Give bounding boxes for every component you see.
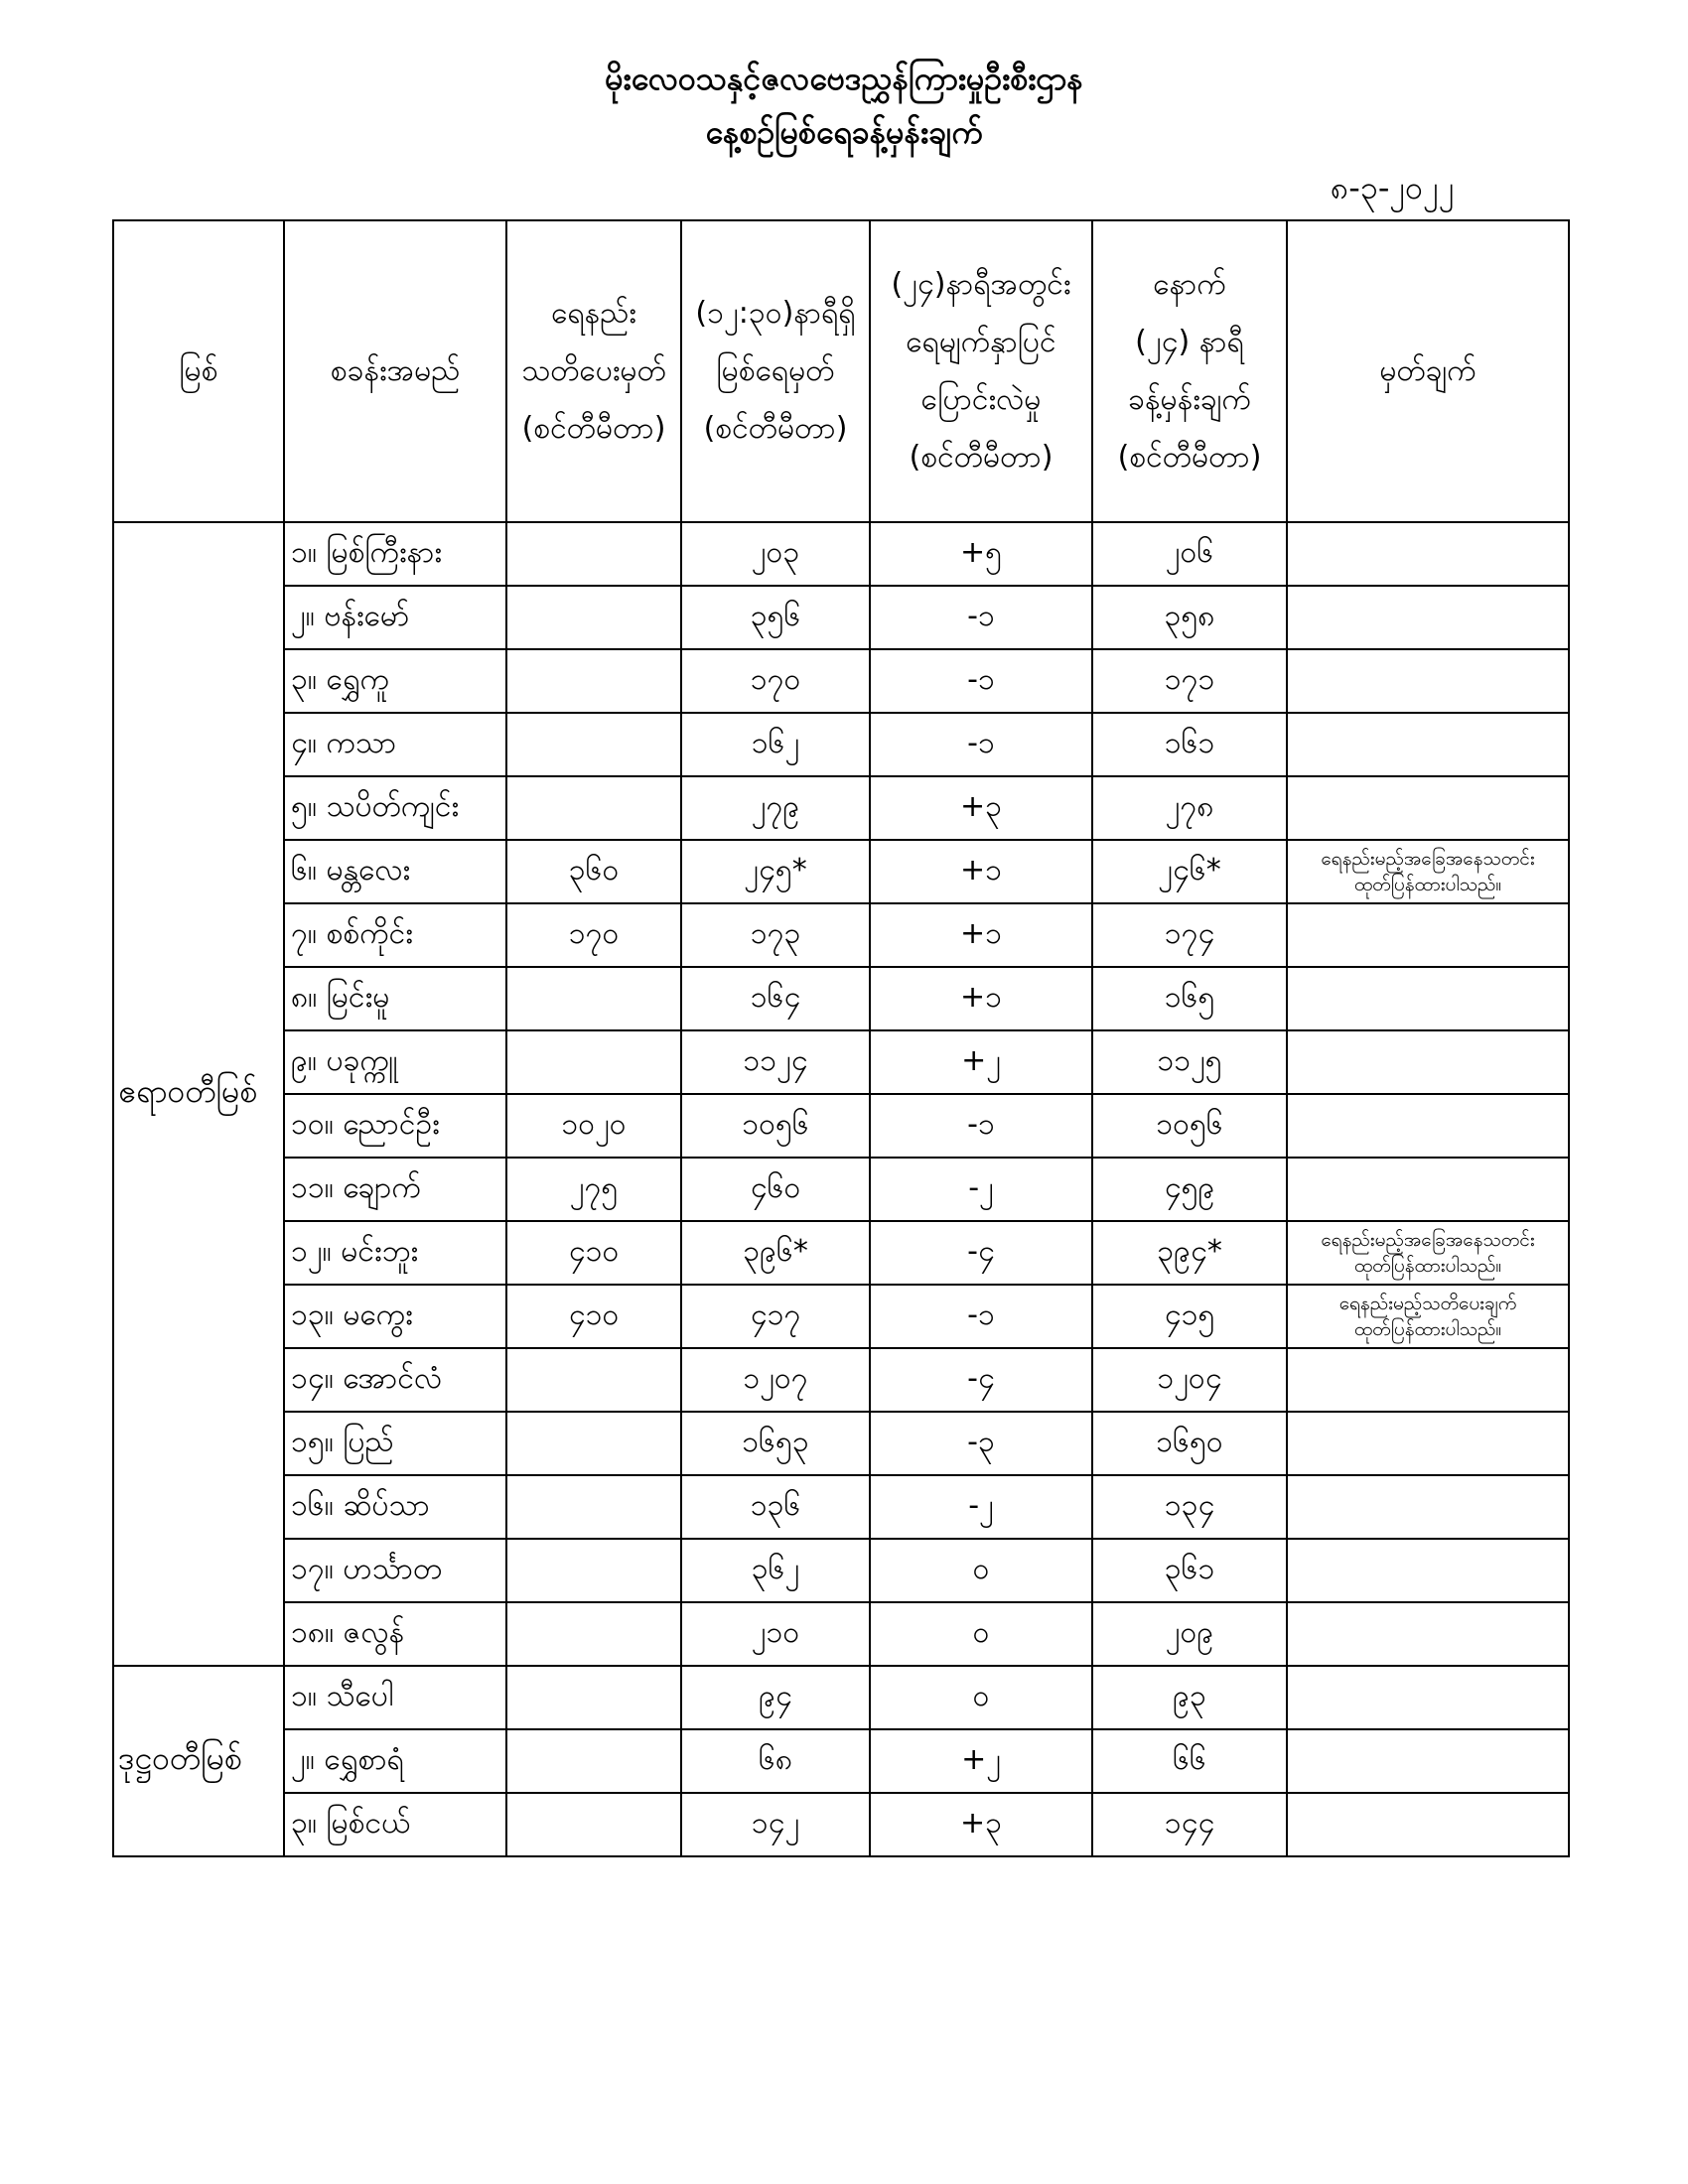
remark-cell xyxy=(1287,840,1569,903)
station-cell: ၁၇။ ဟင်္သာတ xyxy=(284,1539,506,1602)
current-level-cell: ၃၆၂ xyxy=(681,1539,870,1602)
danger-level-cell xyxy=(506,1030,681,1094)
danger-level-cell xyxy=(506,1729,681,1793)
remark-line: ထုတ်ပြန်ထားပါသည်။ xyxy=(1353,1318,1502,1340)
change-cell: +၂ xyxy=(870,1030,1092,1094)
header-line: ပြောင်းလဲမှု xyxy=(920,382,1042,417)
station-cell: ၂။ ဗန်းမော် xyxy=(284,586,506,649)
remark-cell xyxy=(1287,586,1569,649)
remark-cell xyxy=(1287,1348,1569,1412)
current-level-cell: ၁၁၂၄ xyxy=(681,1030,870,1094)
current-level-cell: ၁၂၀၇ xyxy=(681,1348,870,1412)
table-row xyxy=(113,967,1569,1030)
current-level-cell: ၁၇၃ xyxy=(681,903,870,967)
forecast-cell: ၉၃ xyxy=(1092,1666,1287,1729)
danger-level-cell xyxy=(506,522,681,586)
table-row xyxy=(113,1285,1569,1348)
change-cell: -၂ xyxy=(870,1158,1092,1221)
forecast-cell: ၁၆၅ xyxy=(1092,967,1287,1030)
remark-cell xyxy=(1287,1285,1569,1348)
danger-level-cell xyxy=(506,713,681,776)
danger-level-cell: ၁၀၂၀ xyxy=(506,1094,681,1158)
station-cell: ၆။ မန္တလေး xyxy=(284,840,506,903)
table-body xyxy=(113,522,1569,1856)
header-line: စခန်းအမည် xyxy=(330,353,461,388)
danger-level-cell xyxy=(506,1793,681,1856)
change-cell: -၁ xyxy=(870,586,1092,649)
change-cell: -၁ xyxy=(870,713,1092,776)
col-danger-header xyxy=(506,220,681,522)
forecast-cell: ၃၉၄* xyxy=(1092,1221,1287,1285)
table-row xyxy=(113,1030,1569,1094)
col-river-header xyxy=(113,220,284,522)
remark-line: ရေနည်းမည့်သတိပေးချက် xyxy=(1338,1293,1517,1314)
table-row xyxy=(113,1094,1569,1158)
station-cell: ၁၃။ မကွေး xyxy=(284,1285,506,1348)
header-line: သတိပေးမှတ် xyxy=(521,353,666,388)
remark-line: ရေနည်းမည့်အခြေအနေသတင်း xyxy=(1321,848,1535,870)
change-cell: +၃ xyxy=(870,1793,1092,1856)
remark-cell xyxy=(1287,1666,1569,1729)
table-row xyxy=(113,1539,1569,1602)
col-current-header xyxy=(681,220,870,522)
table-row xyxy=(113,1221,1569,1285)
remark-cell xyxy=(1287,1729,1569,1793)
station-cell: ၉။ ပခုက္ကူ xyxy=(284,1030,506,1094)
current-level-cell: ၁၆၄ xyxy=(681,967,870,1030)
danger-level-cell xyxy=(506,1602,681,1666)
station-cell: ၁၁။ ချောက် xyxy=(284,1158,506,1221)
current-level-cell: ၃၅၆ xyxy=(681,586,870,649)
header-line: (စင်တီမီတာ) xyxy=(909,440,1054,475)
remark-cell xyxy=(1287,1475,1569,1539)
change-cell: +၂ xyxy=(870,1729,1092,1793)
forecast-cell: ၁၁၂၅ xyxy=(1092,1030,1287,1094)
station-cell: ၃။ ရွှေကူ xyxy=(284,649,506,713)
remark-cell xyxy=(1287,1793,1569,1856)
current-level-cell: ၂၀၃ xyxy=(681,522,870,586)
danger-level-cell: ၄၁၀ xyxy=(506,1221,681,1285)
river-level-table xyxy=(112,219,1570,1857)
remark-cell xyxy=(1287,1094,1569,1158)
change-cell: -၁ xyxy=(870,649,1092,713)
danger-level-cell xyxy=(506,1412,681,1475)
danger-level-cell xyxy=(506,776,681,840)
danger-level-cell xyxy=(506,1666,681,1729)
remark-line: ထုတ်ပြန်ထားပါသည်။ xyxy=(1353,874,1502,895)
station-cell: ၁၀။ ညောင်ဦး xyxy=(284,1094,506,1158)
header-line: မြစ် xyxy=(179,353,218,388)
remark-cell xyxy=(1287,776,1569,840)
table-row xyxy=(113,1729,1569,1793)
header-line: နောက် xyxy=(1153,267,1226,302)
table-row xyxy=(113,649,1569,713)
station-cell: ၅။ သပိတ်ကျင်း xyxy=(284,776,506,840)
change-cell: +၁ xyxy=(870,967,1092,1030)
table-row xyxy=(113,903,1569,967)
forecast-cell: ၆၆ xyxy=(1092,1729,1287,1793)
station-cell: ၄။ ကသာ xyxy=(284,713,506,776)
table-row xyxy=(113,1348,1569,1412)
danger-level-cell xyxy=(506,1475,681,1539)
station-cell: ၁၈။ ဇလွန် xyxy=(284,1602,506,1666)
forecast-cell: ၁၆၅၀ xyxy=(1092,1412,1287,1475)
forecast-cell: ၂၀၆ xyxy=(1092,522,1287,586)
header-line: (၂၄)နာရီအတွင်း xyxy=(891,267,1071,302)
station-cell: ၁၄။ အောင်လံ xyxy=(284,1348,506,1412)
station-cell: ၈။ မြင်းမူ xyxy=(284,967,506,1030)
col-change-header xyxy=(870,220,1092,522)
danger-level-cell xyxy=(506,649,681,713)
danger-level-cell xyxy=(506,586,681,649)
table-row xyxy=(113,522,1569,586)
station-cell: ၃။ မြစ်ငယ် xyxy=(284,1793,506,1856)
col-station-header xyxy=(284,220,506,522)
remark-cell xyxy=(1287,1158,1569,1221)
change-cell: +၅ xyxy=(870,522,1092,586)
current-level-cell: ၁၀၅၆ xyxy=(681,1094,870,1158)
forecast-cell: ၄၁၅ xyxy=(1092,1285,1287,1348)
change-cell: -၁ xyxy=(870,1094,1092,1158)
station-cell: ၁၆။ ဆိပ်သာ xyxy=(284,1475,506,1539)
col-forecast-header xyxy=(1092,220,1287,522)
current-level-cell: ၂၄၅* xyxy=(681,840,870,903)
remark-cell xyxy=(1287,1221,1569,1285)
table-row xyxy=(113,1602,1569,1666)
table-row xyxy=(113,713,1569,776)
header-row xyxy=(113,220,1569,522)
danger-level-cell xyxy=(506,1539,681,1602)
forecast-cell: ၂၇၈ xyxy=(1092,776,1287,840)
table-row xyxy=(113,1412,1569,1475)
forecast-cell: ၁၇၁ xyxy=(1092,649,1287,713)
station-cell: ၁၂။ မင်းဘူး xyxy=(284,1221,506,1285)
remark-line: ရေနည်းမည့်အခြေအနေသတင်း xyxy=(1321,1229,1535,1251)
remark-cell xyxy=(1287,1030,1569,1094)
current-level-cell: ၁၄၂ xyxy=(681,1793,870,1856)
change-cell: -၃ xyxy=(870,1412,1092,1475)
remark-line: ထုတ်ပြန်ထားပါသည်။ xyxy=(1353,1255,1502,1277)
current-level-cell: ၁၇၀ xyxy=(681,649,870,713)
col-remarks-header xyxy=(1287,220,1569,522)
station-cell: ၁။ မြစ်ကြီးနား xyxy=(284,522,506,586)
table-row xyxy=(113,1793,1569,1856)
river-name-cell: ဒုဋ္ဌဝတီမြစ် xyxy=(113,1666,284,1856)
current-level-cell: ၆၈ xyxy=(681,1729,870,1793)
forecast-cell: ၃၅၈ xyxy=(1092,586,1287,649)
header-line: မှတ်ချက် xyxy=(1379,353,1477,388)
change-cell: +၁ xyxy=(870,840,1092,903)
forecast-cell: ၁၇၄ xyxy=(1092,903,1287,967)
header-line: ရေမျက်နှာပြင် xyxy=(906,325,1056,359)
current-level-cell: ၄၆၀ xyxy=(681,1158,870,1221)
station-cell: ၁၅။ ပြည် xyxy=(284,1412,506,1475)
change-cell: ၀ xyxy=(870,1539,1092,1602)
table-row xyxy=(113,586,1569,649)
danger-level-cell: ၁၇၀ xyxy=(506,903,681,967)
table-row xyxy=(113,840,1569,903)
current-level-cell: ၁၃၆ xyxy=(681,1475,870,1539)
forecast-cell: ၁၀၅၆ xyxy=(1092,1094,1287,1158)
forecast-cell: ၁၄၄ xyxy=(1092,1793,1287,1856)
table-row xyxy=(113,776,1569,840)
remark-cell xyxy=(1287,1602,1569,1666)
forecast-cell: ၃၆၁ xyxy=(1092,1539,1287,1602)
danger-level-cell: ၂၇၅ xyxy=(506,1158,681,1221)
header-line: (စင်တီမီတာ) xyxy=(521,411,666,446)
remark-cell xyxy=(1287,967,1569,1030)
station-cell: ၇။ စစ်ကိုင်း xyxy=(284,903,506,967)
change-cell: ၀ xyxy=(870,1666,1092,1729)
remark-cell xyxy=(1287,713,1569,776)
current-level-cell: ၂၇၉ xyxy=(681,776,870,840)
remark-cell xyxy=(1287,1412,1569,1475)
remark-cell xyxy=(1287,1539,1569,1602)
current-level-cell: ၁၆၅၃ xyxy=(681,1412,870,1475)
change-cell: -၂ xyxy=(870,1475,1092,1539)
change-cell: -၄ xyxy=(870,1221,1092,1285)
current-level-cell: ၉၄ xyxy=(681,1666,870,1729)
header-line: (စင်တီမီတာ) xyxy=(1117,440,1262,475)
header-line: ရေနည်း xyxy=(551,296,636,331)
remark-cell xyxy=(1287,903,1569,967)
header-line: (စင်တီမီတာ) xyxy=(703,411,848,446)
table-row xyxy=(113,1666,1569,1729)
danger-level-cell: ၄၁၀ xyxy=(506,1285,681,1348)
forecast-cell: ၂၀၉ xyxy=(1092,1602,1287,1666)
forecast-cell: ၁၂၀၄ xyxy=(1092,1348,1287,1412)
change-cell: +၃ xyxy=(870,776,1092,840)
header-line: ခန့်မှန်းချက် xyxy=(1128,382,1251,417)
forecast-cell: ၁၃၄ xyxy=(1092,1475,1287,1539)
table-row xyxy=(113,1475,1569,1539)
header-line: (၁၂:၃၀)နာရီရှိ xyxy=(695,296,856,331)
forecast-cell: ၁၆၁ xyxy=(1092,713,1287,776)
danger-level-cell xyxy=(506,967,681,1030)
remark-cell xyxy=(1287,522,1569,586)
change-cell: -၄ xyxy=(870,1348,1092,1412)
change-cell: -၁ xyxy=(870,1285,1092,1348)
station-cell: ၂။ ရွှေစာရံ xyxy=(284,1729,506,1793)
current-level-cell: ၂၁၀ xyxy=(681,1602,870,1666)
page-title: မိုးလေဝသနှင့်ဇလဗေဒညွှန်ကြားမှုဦးစီးဌာန xyxy=(605,60,1083,97)
report-date: ၈-၃-၂၀၂၂ xyxy=(1331,169,1455,206)
river-name-cell: ဧရာဝတီမြစ် xyxy=(113,522,284,1666)
header-line: (၂၄) နာရီ xyxy=(1135,325,1244,359)
table-row xyxy=(113,1158,1569,1221)
current-level-cell: ၃၉၆* xyxy=(681,1221,870,1285)
header-line: မြစ်ရေမှတ် xyxy=(716,353,835,388)
danger-level-cell xyxy=(506,1348,681,1412)
change-cell: +၁ xyxy=(870,903,1092,967)
current-level-cell: ၁၆၂ xyxy=(681,713,870,776)
remark-cell xyxy=(1287,649,1569,713)
danger-level-cell: ၃၆၀ xyxy=(506,840,681,903)
page-subtitle: နေ့စဉ်မြစ်ရေခန့်မှန်းချက် xyxy=(705,113,983,151)
forecast-cell: ၂၄၆* xyxy=(1092,840,1287,903)
forecast-cell: ၄၅၉ xyxy=(1092,1158,1287,1221)
change-cell: ၀ xyxy=(870,1602,1092,1666)
current-level-cell: ၄၁၇ xyxy=(681,1285,870,1348)
station-cell: ၁။ သီပေါ xyxy=(284,1666,506,1729)
